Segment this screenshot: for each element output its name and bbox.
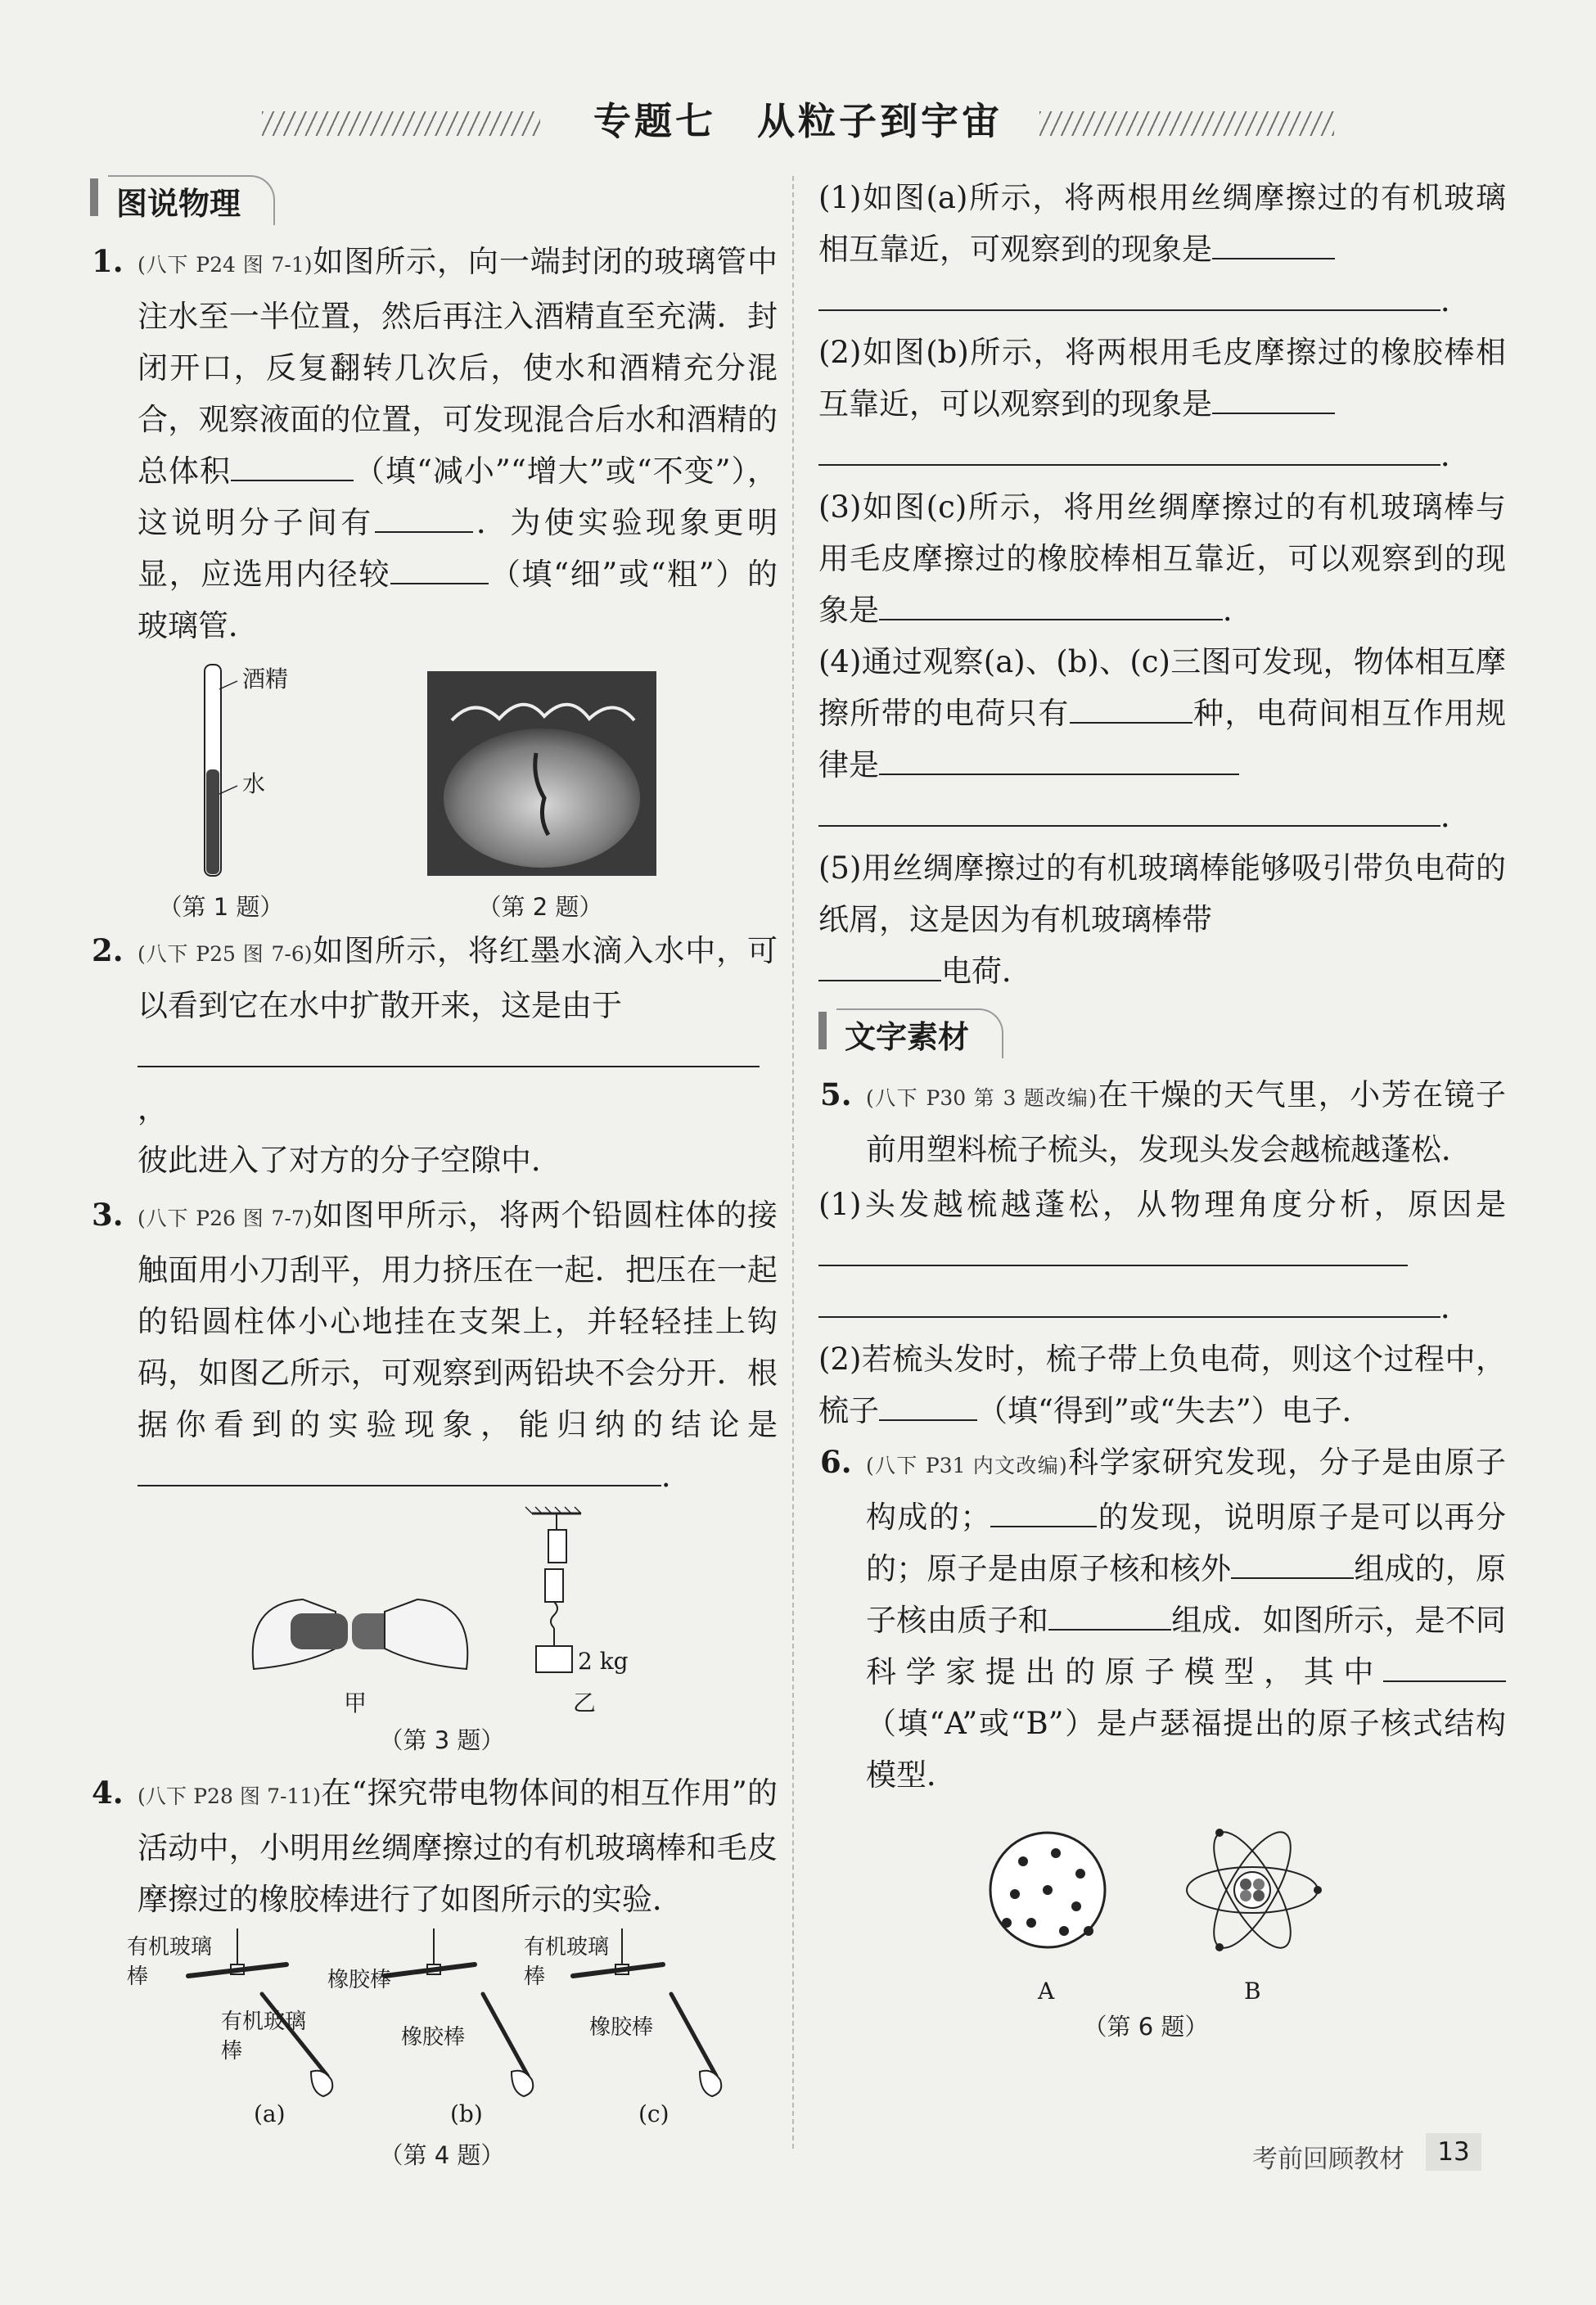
- question-3: [90, 1189, 778, 1502]
- caption-q1: （第 1 题）: [158, 893, 284, 921]
- lead-cylinder-left: [291, 1613, 348, 1649]
- label-glass-rod-c-top: 有机玻璃棒: [524, 1935, 610, 1989]
- label-jia: 甲: [344, 1689, 367, 1716]
- label-c: (c): [638, 2100, 670, 2127]
- label-b: (b): [450, 2100, 483, 2127]
- question-text: 如图甲所示，将两个铅圆柱体的接触面用小刀刮平，用力挤压在一起．把压在一起的铅圆柱体小心地挂在支架上，并轻轻挂上钩码，如图乙所示，可观察到两铅块不会分开．根据你看到的实验现象，能归纳的结论是: [138, 1198, 778, 1442]
- question-text: 如图所示，向一端封闭的玻璃管中注水至一半位置，然后再注入酒精直至充满．封闭开口，反复翻转几次后，使水和酒精充分混合，观察液面的位置，可发现混合后水和酒精的总体积: [138, 244, 778, 489]
- question-text: 的发现，说明原子是可以再分的；原子是由原子核和核外: [866, 1500, 1506, 1586]
- fishbowl: [444, 728, 640, 868]
- right-column: [818, 172, 1506, 2050]
- q4-part-4: [818, 636, 1506, 842]
- answer-blank[interactable]: [818, 1232, 1408, 1266]
- question-text: 在“探究带电物体间的相互作用”的活动中，小明用丝绸摩擦过的有机玻璃棒和毛皮摩擦过的橡胶棒进行了如图所示的实验．: [138, 1775, 778, 1917]
- label-rubber-c-hand: 橡胶棒: [589, 2015, 654, 2040]
- answer-blank[interactable]: [818, 792, 1440, 827]
- question-text: （填“细”或“粗”）的玻璃管．: [138, 557, 778, 643]
- alcohol-pointer: [219, 681, 237, 689]
- question-text: 如图所示，将红墨水滴入水中，可以看到它在水中扩散开来，这是由于: [138, 933, 778, 1023]
- question-text: 在干燥的天气里，小芳在镜子前用塑料梳子梳头，发现头发会越梳越蓬松．: [866, 1077, 1506, 1167]
- figure-4: [90, 1928, 778, 2174]
- header: [0, 92, 1596, 157]
- section-label: 图说物理: [108, 175, 275, 225]
- label-glass-rod-a-hand: 有机玻璃棒: [221, 2010, 307, 2064]
- part-text: (1)如图(a)所示，将两根用丝绸摩擦过的有机玻璃相互靠近，可观察到的现象是: [818, 180, 1506, 267]
- answer-blank[interactable]: [818, 1283, 1440, 1318]
- part-text: 电荷．: [941, 954, 1032, 989]
- q5-part-2: [818, 1333, 1506, 1437]
- question-6: [818, 1437, 1506, 1801]
- section-heading-picture-physics: [90, 172, 778, 224]
- part-text: 种，电荷间相互作用规律是: [818, 696, 1507, 783]
- answer-blank[interactable]: [818, 947, 941, 981]
- part-text: (2)若梳头发时，梳子带上负电荷，则这个过程中，梳子: [818, 1342, 1506, 1428]
- question-number: 6.: [820, 1444, 852, 1480]
- question-text: 组成．如图所示，是不同科学家提出的原子模型，其中: [866, 1603, 1507, 1689]
- page-number: 13: [1426, 2133, 1481, 2171]
- question-source: (八下 P28 图 7-11): [138, 1784, 322, 1808]
- footer-text: 考前回顾教材: [1252, 2145, 1404, 2174]
- part-end: ．: [1440, 799, 1471, 834]
- caption-q6: （第 6 题）: [1083, 2013, 1209, 2041]
- question-source: (八下 P31 内文改编): [866, 1454, 1067, 1477]
- part-text: （填“得到”或“失去”）电子．: [977, 1393, 1373, 1428]
- label-model-b: B: [1244, 1978, 1261, 2005]
- question-number: 5.: [820, 1076, 852, 1112]
- water-pointer: [219, 786, 237, 794]
- part-end: ．: [1440, 1290, 1471, 1325]
- part-text: (4)通过观察(a)、(b)、(c)三图可发现，物体相互摩擦所带的电荷只有: [818, 644, 1506, 731]
- section-bar: [90, 178, 98, 216]
- answer-blank[interactable]: [879, 741, 1239, 775]
- answer-blank[interactable]: [390, 550, 489, 584]
- label-mass: 2 kg: [578, 1648, 629, 1675]
- label-rubber-b-top: 橡胶棒: [327, 1968, 392, 1992]
- question-4: [90, 1767, 778, 1925]
- figure-6-drawing: [818, 1812, 1506, 1984]
- question-1: [90, 236, 778, 652]
- atom-model-a: [990, 1833, 1105, 1947]
- caption-q4: （第 4 题）: [379, 2141, 505, 2169]
- q4-part-1: [818, 172, 1506, 327]
- part-text: (3)如图(c)所示，将用丝绸摩擦过的有机玻璃棒与用毛皮摩擦过的橡胶棒相互靠近，可以观察到的现象是: [818, 489, 1506, 628]
- q4-part-3: [818, 481, 1506, 636]
- part-end: ．: [1440, 438, 1471, 473]
- part-text: (2)如图(b)所示，将两根用毛皮摩擦过的橡胶棒相互靠近，可以观察到的现象是: [818, 335, 1506, 422]
- answer-blank[interactable]: [990, 1493, 1097, 1527]
- figures-q1-q2: [90, 655, 778, 925]
- question-text: ．为使实验现象更明显，应选用内径较: [138, 505, 778, 592]
- question-number: 4.: [92, 1775, 124, 1811]
- question-2: [90, 925, 778, 1186]
- atom-model-b: [1187, 1822, 1322, 1959]
- label-alcohol: 酒精: [242, 665, 289, 692]
- answer-blank[interactable]: [818, 277, 1440, 311]
- caption-q2: （第 2 题）: [477, 893, 603, 921]
- part-end: ．: [1223, 593, 1253, 628]
- header-hatch-left: [262, 111, 540, 136]
- answer-blank[interactable]: [375, 498, 473, 533]
- section-bar: [818, 1012, 827, 1049]
- question-text: 彼此进入了对方的分子空隙中．: [138, 1143, 561, 1178]
- question-5: [818, 1069, 1506, 1175]
- right-hand: [385, 1599, 467, 1669]
- question-source: (八下 P25 图 7-6): [138, 942, 313, 966]
- figure-3: [90, 1505, 778, 1767]
- figure-4b: [385, 1928, 533, 2096]
- label-model-a: A: [1038, 1978, 1055, 2005]
- question-text: （填“A”或“B”）是卢瑟福提出的原子核式结构模型．: [866, 1706, 1506, 1793]
- question-text: 科学家研究发现，分子是由原子构成的；: [866, 1445, 1506, 1535]
- lead-block-bottom: [545, 1569, 563, 1602]
- answer-blank[interactable]: [138, 1033, 760, 1067]
- answer-blank[interactable]: [1212, 380, 1335, 414]
- label-water: 水: [242, 770, 266, 797]
- answer-blank[interactable]: [1231, 1545, 1354, 1579]
- answer-blank[interactable]: [879, 586, 1223, 620]
- answer-blank[interactable]: [231, 447, 354, 481]
- section-heading-text-material: [818, 1005, 1506, 1058]
- question-number: 1.: [92, 243, 124, 279]
- part-end: ．: [1440, 283, 1471, 318]
- q4-part-5: [818, 842, 1506, 997]
- answer-blank[interactable]: [1048, 1596, 1171, 1631]
- part-text: (5)用丝绸摩擦过的有机玻璃棒能够吸引带负电荷的纸屑，这是因为有机玻璃棒带: [818, 850, 1506, 937]
- q5-part-1: [818, 1179, 1506, 1333]
- question-number: 3.: [92, 1197, 124, 1233]
- answer-blank[interactable]: [138, 1452, 661, 1486]
- label-a: (a): [254, 2100, 286, 2127]
- weight-2kg: [536, 1646, 572, 1672]
- hook: [551, 1602, 557, 1628]
- figure-1-tube: [90, 655, 778, 884]
- water-column: [206, 769, 219, 874]
- section-label: 文字素材: [836, 1008, 1003, 1058]
- answer-blank[interactable]: [879, 1387, 977, 1421]
- question-text: 组成的，原子核由质子和: [866, 1551, 1507, 1638]
- question-source: (八下 P30 第 3 题改编): [866, 1086, 1097, 1110]
- label-rubber-b-hand: 橡胶棒: [401, 2025, 466, 2050]
- question-text: ，: [138, 1091, 168, 1126]
- answer-blank[interactable]: [1383, 1648, 1506, 1682]
- answer-blank[interactable]: [1070, 689, 1192, 724]
- question-text: （填“减小”“增大”或“不变”），这说明分子间有: [138, 453, 778, 540]
- page-title: 专题七 从粒子到宇宙: [593, 99, 1003, 143]
- figure-3-drawing: [90, 1505, 778, 1718]
- figure-6: [818, 1804, 1506, 2050]
- question-text: ．: [661, 1459, 692, 1494]
- label-glass-rod-a-top: 有机玻璃棒: [127, 1935, 213, 1989]
- part-text: (1)头发越梳越蓬松，从物理角度分析，原因是: [818, 1187, 1506, 1222]
- lead-block-top: [548, 1530, 566, 1563]
- header-hatch-right: [1039, 111, 1334, 136]
- left-column: [90, 172, 778, 2174]
- question-number: 2.: [92, 932, 124, 968]
- label-yi: 乙: [573, 1689, 597, 1716]
- answer-blank[interactable]: [1212, 225, 1335, 259]
- answer-blank[interactable]: [818, 431, 1440, 466]
- question-source: (八下 P24 图 7-1): [138, 253, 313, 277]
- q4-part-2: [818, 327, 1506, 481]
- question-source: (八下 P26 图 7-7): [138, 1207, 313, 1230]
- column-divider: [792, 176, 794, 2149]
- caption-q3: （第 3 题）: [379, 1726, 505, 1754]
